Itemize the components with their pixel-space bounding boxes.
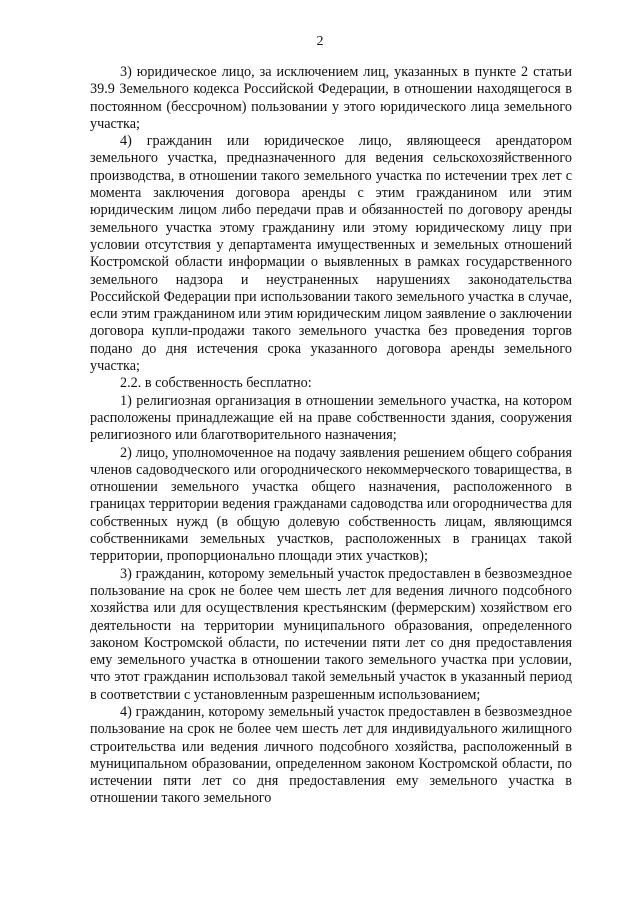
paragraph-item-3-citizen-farming: 3) гражданин, которому земельный участок предоставлен в безвозмездное пользование на срок не более чем шесть лет для ведения личного подсобного хозяйства или для осуществления крестьянским (фермерским) хозяйством его деятельности на территории муниципального образования, определенного законом Костромской области, по истечении пяти лет со дня предоставления ему земельного участка в отношении такого земельного участка при условии, что этот гражданин использовал такой земельный участок в указанный период в соответствии с установленным разрешенным использованием; xyxy=(90,565,572,703)
paragraph-item-3-legal-entity: 3) юридическое лицо, за исключением лиц, указанных в пункте 2 статьи 39.9 Земельного кодекса Российской Федерации, в отношении находящегося в постоянном (бессрочном) пользовании у этого юридического лица земельного участка; xyxy=(90,64,572,132)
paragraph-item-2-authorized-person: 2) лицо, уполномоченное на подачу заявления решением общего собрания членов садоводческого или огороднического некоммерческого товарищества, в отношении земельного участка общего назначения, расположенного в границах территории ведения гражданами садоводства или огородничества для собственных нужд (в общую долевую собственность лицам, являющимся собственниками земельных участков, расположенных в границах такой территории, пропорционально площади этих участков); xyxy=(90,444,572,565)
paragraph-item-1-religious-org: 1) религиозная организация в отношении земельного участка, на котором расположены принадлежащие ей на праве собственности здания, сооружения религиозного или благотворительного назначения; xyxy=(90,392,572,444)
paragraph-item-4-tenant: 4) гражданин или юридическое лицо, являющееся арендатором земельного участка, предназначенного для ведения сельскохозяйственного производства, в отношении такого земельного участка по истечении трех лет с момента заключения договора аренды с этим гражданином или этим юридическим лицом либо передачи прав и обязанностей по договору аренды земельного участка этому гражданину или этому юридическому лицу при условии отсутствия у департамента имущественных и земельных отношений Костромской области информации о выявленных в рамках государственного земельного надзора и неустраненных нарушениях законодательства Российской Федерации при использовании такого земельного участка в случае, если этим гражданином или этим юридическим лицом заявление о заключении договора купли-продажи такого земельного участка без проведения торгов подано до дня истечения срока указанного договора аренды земельного участка; xyxy=(90,133,572,375)
document-body xyxy=(90,64,572,808)
section-heading-2-2: 2.2. в собственность бесплатно: xyxy=(120,375,312,392)
paragraph-item-4-citizen-housing: 4) гражданин, которому земельный участок предоставлен в безвозмездное пользование на срок не более чем шесть лет для индивидуального жилищного строительства или ведения личного подсобного хозяйства, расположенный в муниципальном образовании, определенном законом Костромской области, по истечении пяти лет со дня предоставления ему земельного участка в отношении такого земельного xyxy=(90,703,572,807)
page-number: 2 xyxy=(316,34,324,49)
